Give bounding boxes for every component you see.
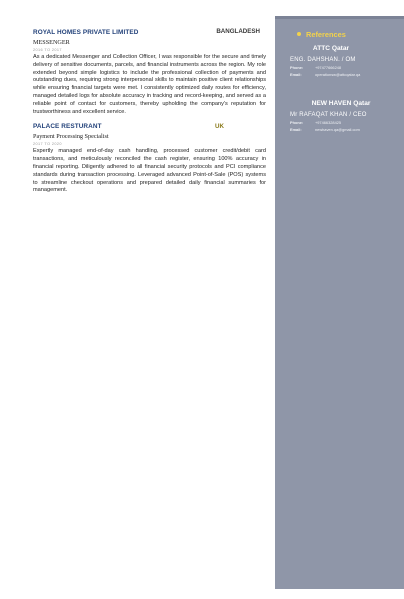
reference-entry (290, 100, 400, 132)
reference-email (290, 72, 400, 77)
phone-value: +97466328425 (315, 120, 342, 125)
references-heading (297, 30, 346, 39)
company-name: ROYAL HOMES PRIVATE LIMITED (33, 29, 139, 36)
reference-entry (290, 45, 400, 77)
email-value: newhaven.qa@gmail.com (315, 127, 360, 132)
reference-phone (290, 120, 400, 125)
reference-org: ATTC Qatar (312, 45, 350, 52)
reference-person: ENG. DAHSHAN. / OM (290, 57, 356, 63)
job-entry (33, 28, 266, 116)
email-label: Email: (290, 72, 302, 77)
phone-label: Phone: (290, 65, 304, 70)
phone-value: +97477666248 (315, 65, 342, 70)
country-label: UK (215, 123, 224, 131)
job-dates: 2017 TO 2020 (33, 142, 62, 147)
references-title: References (306, 30, 346, 39)
job-role: MESSENGER (33, 39, 70, 46)
job-role: Payment Processing Specialist (33, 133, 109, 141)
job-header (33, 28, 266, 38)
country-label: BANGLADESH (216, 28, 260, 35)
email-value: operationsw@attcqatar.qa (315, 72, 361, 77)
reference-org: NEW HAVEN Qatar (311, 100, 371, 107)
email-label: Email: (290, 127, 302, 132)
job-header (33, 122, 266, 132)
sidebar-top-bar (275, 16, 404, 19)
reference-email (290, 127, 400, 132)
bullet-icon (297, 32, 301, 36)
experience-section (33, 28, 266, 201)
phone-label: Phone: (290, 120, 304, 125)
references-sidebar (275, 16, 404, 589)
job-description: Expertly managed end-of-day cash handling, processed customer credit/debit card transactions, and meticulously reconciled the cash register, ensuring 100% accuracy in financial reporting. Diligently adhered to all financial security protocols and PCI compliance standards during transaction processing. Leveraged advanced Point-of-Sale (POS) systems to streamline checkout operations and prepared detailed daily financial summaries for management. (33, 148, 266, 194)
job-dates: 2016 TO 2017 (33, 48, 62, 52)
job-entry (33, 122, 266, 195)
reference-person: Mr RAFAQAT KHAN / CEO (290, 112, 367, 118)
job-description: As a dedicated Messenger and Collection Officer, I was responsible for the secure and timely delivery of sensitive documents, parcels, and financial instruments across the region. My role extended beyond simple logistics to include the professional collection of payments and outstanding dues, requiring strong interpersonal skills to maintain positive client relationships while ensuring financial targets were met. I consistently optimized daily routes for efficiency, managed detailed logs for absolute accuracy in tracking and record-keeping, and served as a reliable point of contact for customers, thereby upholding the company's reputation for trustworthiness and excellent service. (33, 54, 266, 115)
company-name: PALACE RESTURANT (33, 123, 102, 131)
reference-phone (290, 65, 400, 70)
